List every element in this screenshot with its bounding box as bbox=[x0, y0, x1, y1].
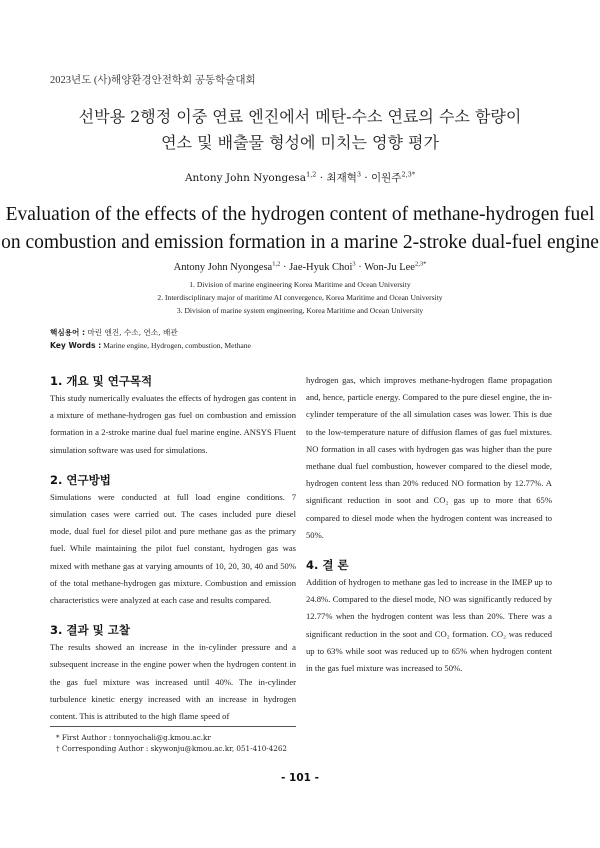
section-3-heading: 3. 결과 및 고찰 bbox=[50, 623, 130, 638]
author-affiliation-mark: 1,2 bbox=[306, 170, 317, 179]
author-separator: · bbox=[355, 262, 365, 273]
author-separator: · bbox=[361, 172, 372, 184]
korean-author-list bbox=[0, 170, 600, 185]
author-name: Won-Ju Lee bbox=[364, 262, 415, 273]
english-keywords bbox=[50, 341, 251, 350]
left-column bbox=[50, 372, 296, 725]
affiliation-1: 1. Division of marine engineering Korea Maritime and Ocean University bbox=[189, 280, 411, 289]
section-3-text-part-2: hydrogen gas, which improves methane-hydrogen flame propagation and, hence, particle energy. Compared to the pure diesel engine, the in-cylinder temperature of the all simulation cases was lower. This is due to the low-temperature nature of diffusion flames of gas fuel mixtures. NO formation in all cases with hydrogen gas was higher than the pure methane dual fuel combustion, however compared to the diesel mode, hydrogen content less than 20% reduced NO formation by 12.77%. A significant reduction in soot and CO₂ gas up to more that 65% compared to diesel mode when the hydrogen content was increased to 50%. bbox=[306, 375, 552, 540]
english-author-list bbox=[0, 262, 600, 273]
conference-header: 2023년도 (사)해양환경안전학회 공동학술대회 bbox=[50, 75, 256, 86]
footnote-divider bbox=[50, 726, 296, 727]
author-name: Jae-Hyuk Choi bbox=[289, 262, 353, 273]
author-affiliation-mark: 3 bbox=[352, 260, 356, 268]
korean-title-line-2: 연소 및 배출물 형성에 미치는 영향 평가 bbox=[161, 133, 439, 152]
corresponding-author-footnote: † Corresponding Author : skywonju@kmou.ac.kr, 051-410-4262 bbox=[56, 744, 288, 753]
author-name: Antony John Nyongesa bbox=[184, 172, 307, 184]
section-3-text-part-1: The results showed an increase in the in-cylinder pressure and a subsequent increase in the engine power when the hydrogen content in the gas fuel mixture was increased until 40%. The in-cylinder turbulence kinetic energy increased with an increase in hydrogen content. This is attributed to the high flame speed of bbox=[50, 642, 296, 722]
section-1-heading: 1. 개요 및 연구목적 bbox=[50, 374, 153, 388]
english-keywords-value: Marine engine, Hydrogen, combustion, Methane bbox=[101, 341, 251, 350]
korean-keywords bbox=[50, 327, 178, 338]
author-affiliation-mark: 2,3* bbox=[401, 170, 416, 179]
first-author-footnote: * First Author : tonnyochali@g.kmou.ac.kr bbox=[56, 733, 211, 742]
english-keywords-label: Key Words : bbox=[50, 341, 102, 350]
english-title-line-1: Evaluation of the effects of the hydrogen content of methane-hydrogen fuel bbox=[5, 204, 595, 225]
author-separator: · bbox=[316, 172, 327, 184]
section-2-text: Simulations were conducted at full load engine conditions. 7 simulation cases were carried out. The cases included pure diesel mode, dual fuel for diesel pilot and pure methane gas as the primary fuel. While maintaining the pilot fuel constant, hydrogen gas was mixed with methane gas at varying amounts of 10, 20, 30, 40 and 50% of the total methane-hydrogen gas mixture. Combustion and emission characteristics were analyzed at each case and results compared. bbox=[50, 491, 296, 606]
affiliation-3: 3. Division of marine system engineering, Korea Maritime and Ocean University bbox=[176, 306, 424, 315]
section-4-text: Addition of hydrogen to methane gas led to increase in the IMEP up to 24.8%. Compared to the diesel mode, NO was significantly reduced by 12.77% when the hydrogen content was less than 20%. There was a significant reduction in the soot and CO₂ formation. CO₂ was reduced up to 63% while soot was reduced up to 65% when hydrogen content in the gas fuel mixture was increased to 50%. bbox=[306, 577, 552, 674]
author-name: 최재혁 bbox=[326, 172, 357, 184]
author-separator: · bbox=[280, 262, 290, 273]
section-2-heading: 2. 연구방법 bbox=[50, 472, 111, 487]
author-affiliation-mark: 2,3* bbox=[414, 260, 427, 268]
author-affiliation-mark: 1,2 bbox=[272, 260, 281, 268]
author-affiliation-mark: 3 bbox=[356, 170, 361, 179]
korean-keywords-value: 마린 엔진, 수소, 연소, 배관 bbox=[85, 328, 178, 337]
section-4-heading: 4. 결 론 bbox=[306, 558, 349, 573]
page-number: - 101 - bbox=[281, 772, 319, 784]
affiliation-2: 2. Interdisciplinary major of maritime AI convergence, Korea Maritime and Ocean University bbox=[157, 293, 443, 302]
author-name: Antony John Nyongesa bbox=[173, 262, 273, 273]
author-name: 이원주 bbox=[371, 172, 402, 184]
korean-keywords-label: 핵심용어 : bbox=[50, 328, 86, 337]
korean-title-line-1: 선박용 2행정 이중 연료 엔진에서 메탄-수소 연료의 수소 함량이 bbox=[78, 107, 522, 126]
section-1-text: This study numerically evaluates the effects of hydrogen gas content in a mixture of methane-hydrogen gas fuel on combustion and emission formation in a 2-stroke marine dual fuel marine engine. ANSYS Fluent simulation software was used for simulations. bbox=[50, 393, 296, 455]
english-title-line-2: on combustion and emission formation in a marine 2-stroke dual-fuel engine bbox=[1, 232, 599, 253]
right-column bbox=[306, 372, 552, 677]
